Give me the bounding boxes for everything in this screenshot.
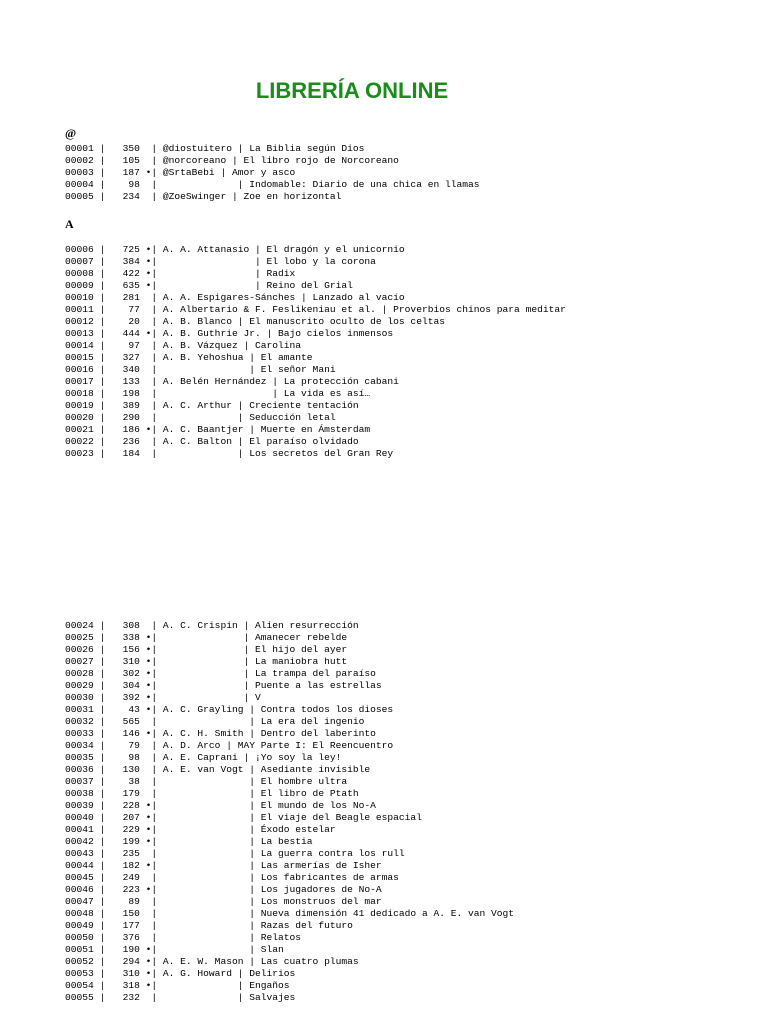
list-row: 00013 | 444 •| A. B. Guthrie Jr. | Bajo cielos inmensos	[65, 328, 394, 339]
list-row: 00015 | 327 | A. B. Yehoshua | El amante	[65, 352, 313, 363]
list-row: 00042 | 199 •| | La bestia	[65, 836, 313, 847]
list-row: 00001 | 350 | @diostuitero | La Biblia según Dios	[65, 143, 365, 154]
list-row: 00040 | 207 •| | El viaje del Beagle espacial	[65, 812, 422, 823]
list-row: 00034 | 79 | A. D. Arco | MAY Parte I: El Reencuentro	[65, 740, 394, 751]
list-row: 00049 | 177 | | Razas del futuro	[65, 920, 353, 931]
list-row: 00048 | 150 | | Nueva dimensión 41 dedicado a A. E. van Vogt	[65, 908, 515, 919]
list-row: 00025 | 338 •| | Amanecer rebelde	[65, 632, 348, 643]
list-row: 00011 | 77 | A. Albertario & F. Feslikeniau et al. | Proverbios chinos para meditar	[65, 304, 566, 315]
list-row: 00035 | 98 | A. E. Caprani | ¡Yo soy la ley!	[65, 752, 342, 763]
list-row: 00045 | 249 | | Los fabricantes de armas	[65, 872, 399, 883]
list-row: 00055 | 232 | | Salvajes	[65, 992, 296, 1003]
list-row: 00053 | 310 •| A. G. Howard | Delirios	[65, 968, 296, 979]
list-row: 00036 | 130 | A. E. van Vogt | Asediante invisible	[65, 764, 371, 775]
list-row: 00022 | 236 | A. C. Balton | El paraíso olvidado	[65, 436, 359, 447]
list-row: 00026 | 156 •| | El hijo del ayer	[65, 644, 348, 655]
list-row: 00009 | 635 •| | Reino del Grial	[65, 280, 353, 291]
book-list-a	[65, 244, 566, 460]
list-row: 00029 | 304 •| | Puente a las estrellas	[65, 680, 382, 691]
list-row: 00014 | 97 | A. B. Vázquez | Carolina	[65, 340, 302, 351]
list-row: 00033 | 146 •| A. C. H. Smith | Dentro del laberinto	[65, 728, 376, 739]
list-row: 00041 | 229 •| | Éxodo estelar	[65, 824, 336, 835]
list-row: 00027 | 310 •| | La maniobra hutt	[65, 656, 348, 667]
list-row: 00002 | 105 | @norcoreano | El libro rojo de Norcoreano	[65, 155, 399, 166]
list-row: 00018 | 198 | | La vida es así…	[65, 388, 371, 399]
list-row: 00032 | 565 | | La era del ingenio	[65, 716, 365, 727]
list-row: 00051 | 190 •| | Slan	[65, 944, 284, 955]
list-row: 00046 | 223 •| | Los jugadores de No-A	[65, 884, 382, 895]
list-row: 00006 | 725 •| A. A. Attanasio | El dragón y el unicornio	[65, 244, 405, 255]
list-row: 00017 | 133 | A. Belén Hernández | La protección cabani	[65, 376, 399, 387]
list-row: 00019 | 389 | A. C. Arthur | Creciente tentación	[65, 400, 359, 411]
list-row: 00038 | 179 | | El libro de Ptath	[65, 788, 359, 799]
list-row: 00004 | 98 | | Indomable: Diario de una chica en llamas	[65, 179, 480, 190]
list-row: 00052 | 294 •| A. E. W. Mason | Las cuatro plumas	[65, 956, 359, 967]
list-row: 00012 | 20 | A. B. Blanco | El manuscrito oculto de los celtas	[65, 316, 445, 327]
list-row: 00010 | 281 | A. A. Espigares-Sánches | Lanzado al vacío	[65, 292, 405, 303]
list-row: 00023 | 184 | | Los secretos del Gran Rey	[65, 448, 394, 459]
list-row: 00024 | 308 | A. C. Crispin | Alien resurrección	[65, 620, 359, 631]
list-row: 00016 | 340 | | El señor Mani	[65, 364, 336, 375]
list-row: 00037 | 38 | | El hombre ultra	[65, 776, 348, 787]
list-row: 00021 | 186 •| A. C. Baantjer | Muerte en Ámsterdam	[65, 424, 371, 435]
list-row: 00031 | 43 •| A. C. Grayling | Contra todos los dioses	[65, 704, 394, 715]
book-list-at	[65, 143, 480, 203]
list-row: 00028 | 302 •| | La trampa del paraíso	[65, 668, 376, 679]
section-heading-a: A	[65, 217, 74, 231]
list-row: 00030 | 392 •| | V	[65, 692, 261, 703]
list-row: 00050 | 376 | | Relatos	[65, 932, 302, 943]
list-row: 00003 | 187 •| @SrtaBebi | Amor y asco	[65, 167, 296, 178]
list-row: 00054 | 318 •| | Engaños	[65, 980, 290, 991]
list-row: 00047 | 89 | | Los monstruos del mar	[65, 896, 382, 907]
list-row: 00039 | 228 •| | El mundo de los No-A	[65, 800, 376, 811]
list-row: 00007 | 384 •| | El lobo y la corona	[65, 256, 376, 267]
list-row: 00020 | 290 | | Seducción letal	[65, 412, 336, 423]
list-row: 00043 | 235 | | La guerra contra los rull	[65, 848, 405, 859]
list-row: 00005 | 234 | @ZoeSwinger | Zoe en horizontal	[65, 191, 342, 202]
list-row: 00008 | 422 •| | Radix	[65, 268, 296, 279]
section-heading-at: @	[65, 126, 77, 140]
book-list-a-continued	[65, 620, 514, 1004]
list-row: 00044 | 182 •| | Las armerías de Isher	[65, 860, 382, 871]
page-title: LIBRERÍA ONLINE	[255, 78, 449, 103]
